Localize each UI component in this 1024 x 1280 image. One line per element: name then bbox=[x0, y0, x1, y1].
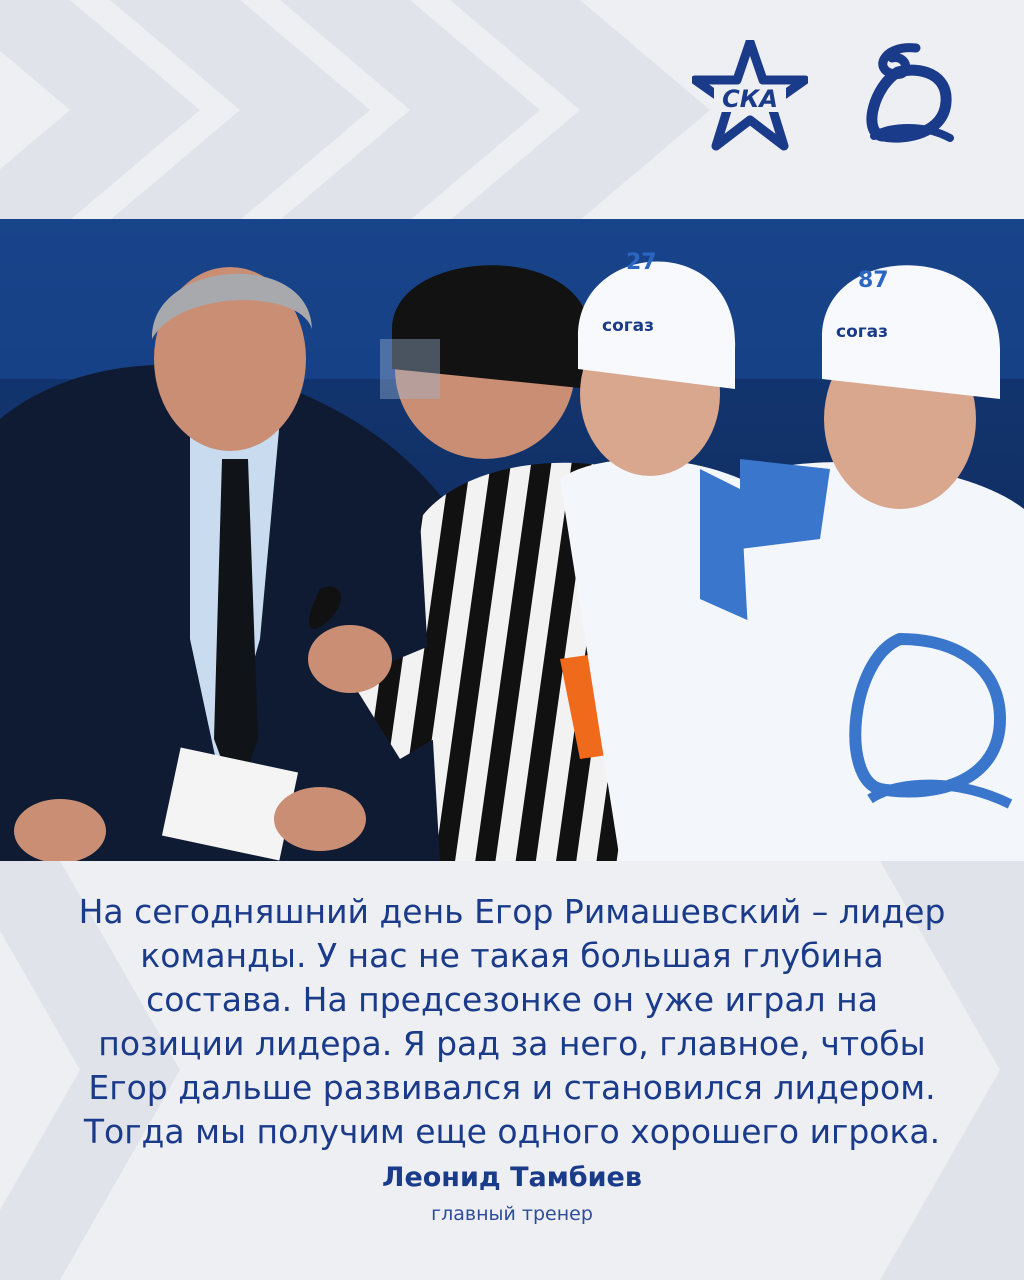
ska-logo bbox=[692, 40, 808, 152]
helmet-sponsor-87: согаз bbox=[836, 322, 888, 342]
dynamo-logo bbox=[854, 40, 954, 152]
quote-author-name: Леонид Тамбиев bbox=[382, 1162, 642, 1193]
quote-text: На сегодняшний день Егор Римашевский – лидер команды. У нас не такая большая глубина состава. На предсезонке он уже играл на позиции лидера. Я рад за него, главное, чтобы Егор дальше развивался и становился лидером. Тогда мы получим еще одного хорошего игрока. bbox=[78, 892, 946, 1151]
photo-illustration bbox=[0, 219, 1024, 861]
team-logos bbox=[692, 40, 954, 152]
helmet-sponsor-27: согаз bbox=[602, 316, 654, 336]
quote-author-role: главный тренер bbox=[431, 1203, 593, 1225]
helmet-number-27: 27 bbox=[626, 250, 657, 275]
ska-logo-text: СКА bbox=[722, 85, 778, 113]
hockey-photo bbox=[0, 219, 1024, 861]
helmet-number-87: 87 bbox=[858, 268, 889, 293]
